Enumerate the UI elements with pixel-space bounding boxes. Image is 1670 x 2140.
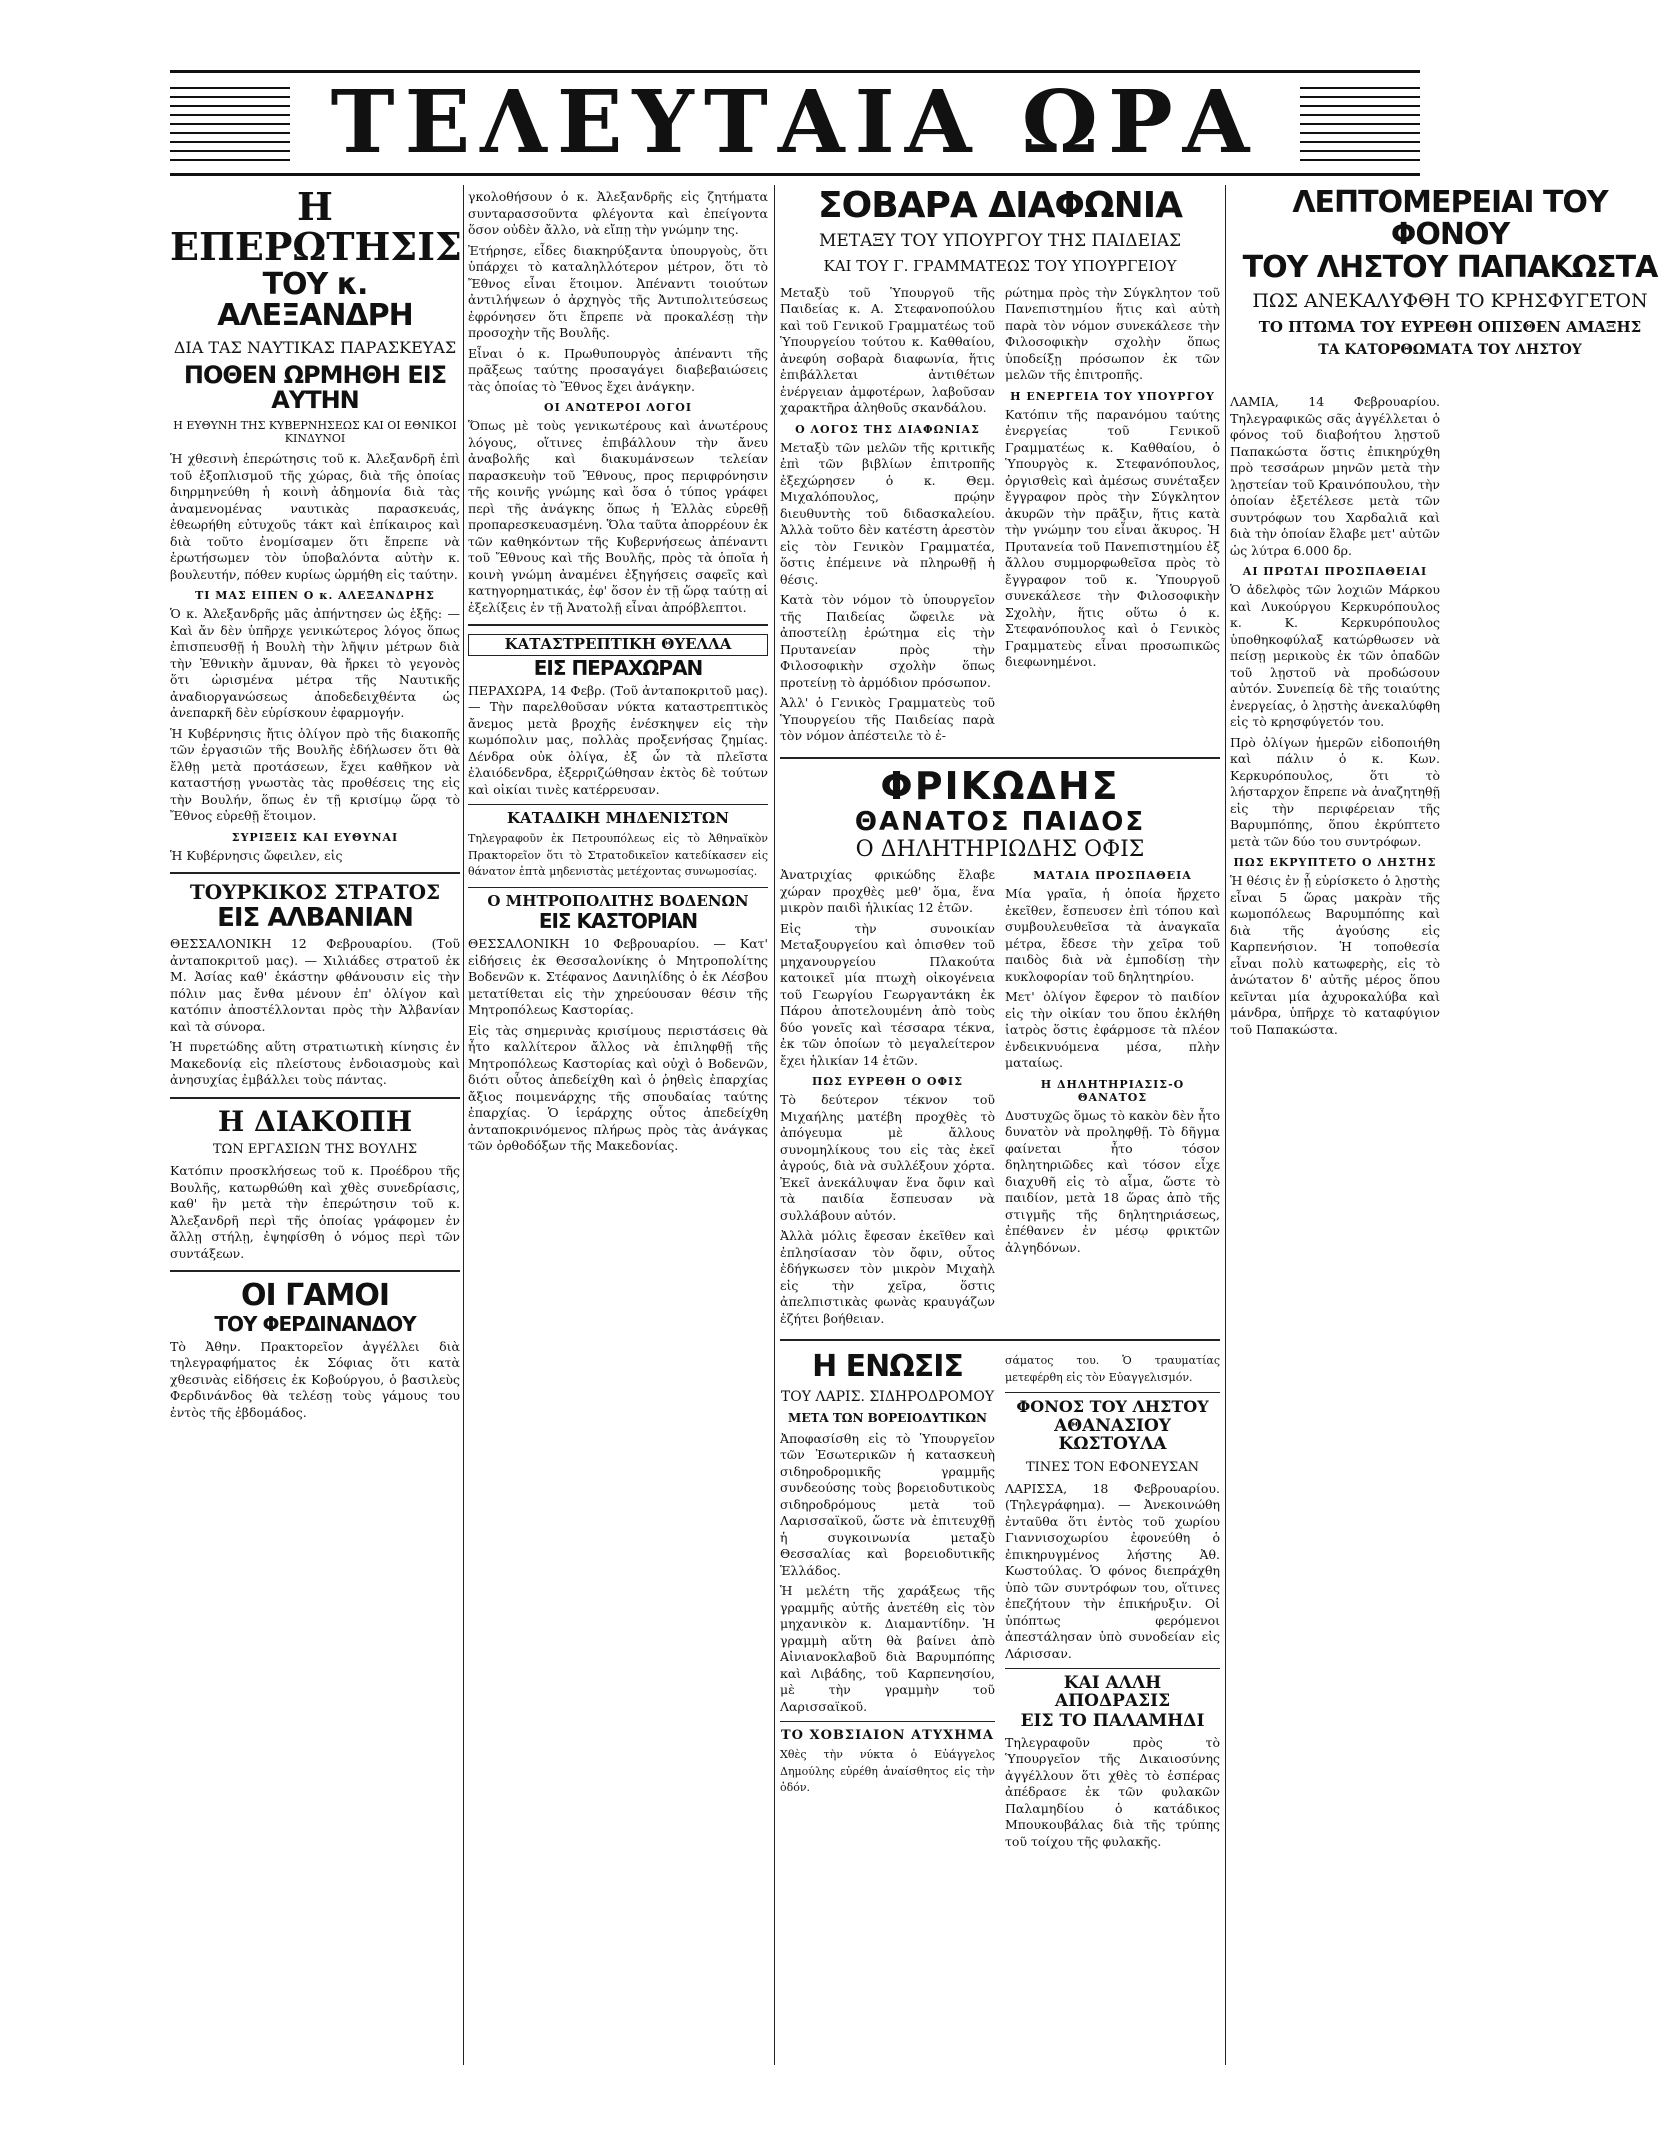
masthead-ornament-left [170,81,290,161]
headline-interpellation: Η ΕΠΕΡΩΤΗΣΙΣ [170,184,462,269]
article-text: Ἐτήρησε, εἶδες διακηρύξαντα ὑπουργοὺς, ὅτι ὑπάρχει τὸ καταληλλότερον μέτρον, ὅτι τὸ Ἔθνος εἶναι ἕτοιμον. Ἀπέναντι τοιούτων ἀντιλήψεων ὁ ἀρχηγὸς τῆς Ἀντιπολιτεύσεως ἐφρόνησεν ὅτι ἔπρεπε νὰ προκαλέσῃ τὴν προσοχὴν τῆς Βουλῆς. [468,242,768,340]
newspaper-page [150,60,1658,2080]
headline-accident: ΤΟ ΧΟΒΣΙΑΙΟΝ ΑΤΥΧΗΜΑ [781,1728,994,1744]
headline-storm: ΚΑΤΑΣΤΡΕΠΤΙΚΗ ΘΥΕΛΛΑ [468,634,768,656]
column-rule [1225,185,1226,2065]
headline-papakostas: ΤΟΥ ΛΗΣΤΟΥ ΠΑΠΑΚΩΣΤΑ [1242,250,1658,285]
article-text: Ὁ ἀδελφὸς τῶν λοχιῶν Μάρκου καὶ Λυκούργου Κερκυρόπουλος κ. Κ. Κερκυρόπουλος ὑποθηκοφύλαξ κατώρθωσεν νὰ πείσῃ μερικοὺς ἐκ τῶν ὁπαδῶν τοῦ λῃστοῦ νὰ προδώσουν αὐτόν. Συνεπείᾳ δὲ τῆς τοιαύτης ἐνεργείας, ὁ λῃστὴς ἀνεκαλύφθη εἰς τὸ κρησφύγετόν του. [1230,582,1440,729]
article-text: Μία γραῖα, ἡ ὁποία ἤρχετο ἐκεῖθεν, ἔσπευσεν ἐπὶ τόπου καὶ συμβουλευθεῖσα τὰ ἀναγκαῖα μέτρα, ἔδεσε τὴν χεῖρα τοῦ παιδὸς διὰ νὰ ἐμποδίσῃ τὴν κυκλοφορίαν τοῦ δηλητηρίου. [1005,886,1220,984]
article-text: Κατόπιν τῆς παρανόμου ταύτης ἐνεργείας τοῦ Γενικοῦ Γραμματέως κ. Καθθαίου, ὁ Ὑπουργὸς κ. Στεφανόπουλος, ὀργισθεὶς καὶ ἀμέσως συνέταξεν ἔγγραφον πρὸς τὴν Σύγκλητον ἀκυρῶν τὴν πρᾶξιν, ἥτις κατὰ τὴν γνώμην του εἶναι ἄκυρος. Ἡ Πρυτανεία τοῦ Πανεπιστημίου ἐξ ἄλλου συμμορφωθεῖσα πρὸς τὸ ἔγγραφον τοῦ κ. Ὑπουργοῦ συνεκάλεσε τὴν Φιλοσοφικὴν Σχολὴν, ἥτις οὕτω ὁ κ. Στεφανόπουλος καὶ ὁ Γενικὸς Γραμματεὺς εἶναι προσωπικῶς διεφωνημένοι. [1005,406,1220,670]
column-rule [463,185,464,2065]
article-text: Ἡ Κυβέρνησις ἤτις ὀλίγον πρὸ τῆς διακοπῆς τῶν ἐργασιῶν τῆς Βουλῆς ἐδήλωσεν ὅτι θὰ ἔλθῃ μετὰ προτάσεων, ἔχει καθῆκον νὰ καταστήσῃ γνωστὰς τὰς προθέσεις της εἰς τὴν Βουλήν, ὅπως ἐν τῇ κρισίμῳ ὥρᾳ τὸ Ἔθνος εὑρεθῇ ἕτοιμον. [170,725,460,824]
article-divider [468,804,768,805]
article-text: Ἡ πυρετώδης αὕτη στρατιωτικὴ κίνησις ἐν Μακεδονίᾳ εἰς πλείστους ἐνδοιασμοὺς καὶ ἀνησυχίας ἐμβάλλει τοὺς πάντας. [170,1039,460,1088]
masthead-ornament-right [1300,81,1420,161]
subhead-secretary: ΚΑΙ ΤΟΥ Γ. ΓΡΑΜΜΑΤΕΩΣ ΤΟΥ ΥΠΟΥΡΓΕΙΟΥ [823,256,1177,275]
headline-ferdinand: ΤΟΥ ΦΕΡΔΙΝΑΝΔΟΥ [214,1311,416,1336]
subhead-who-killed: ΤΙΝΕΣ ΤΟΝ ΕΦΟΝΕΥΣΑΝ [1025,1459,1200,1475]
headline-turkish-army: ΤΟΥΡΚΙΚΟΣ ΣΤΡΑΤΟΣ [189,880,441,905]
article-text: ΛΑΜΙΑ, 14 Φεβρουαρίου. Τηλεγραφικῶς σᾶς ἀγγέλλεται ὁ φόνος τοῦ διαβοήτου λῃστοῦ Παπακώστα ὅστις ἐπικηρύχθη πρὸ τεσσάρων μηνῶν μετὰ τὴν λῃστείαν τοῦ Κραινόπουλου, τὴν ὁποίαν ἐξετέλεσε μετὰ τῶν συντρόφων του Χαρδαλιᾶ καὶ διὰ τὴν ὁποίαν ἔλαβε μετ' αὐτῶν ὡς λύτρα 6.000 δρ. [1230,394,1440,558]
headline-perachora: ΕΙΣ ΠΕΡΑΧΩΡΑΝ [533,655,703,680]
article-text: Ἀλλ' ὁ Γενικὸς Γραμματεὺς τοῦ Ὑπουργείου τῆς Παιδείας παρὰ τὸν νόμον ἀπέστειλε τὸ ἐ- [780,695,995,744]
subhead-snake: Ο ΔΗΛΗΤΗΡΙΩΔΗΣ ΟΦΙΣ [855,836,1145,862]
article-divider [170,872,460,874]
article-text: Ὅπως μὲ τοὺς γενικωτέρους καὶ ἀνωτέρους λόγους, οἵτινες ἐπιβάλλουν τὴν ἄνευ ἀναβολῆς καὶ διακυμάνσεων τελείαν παρασκευὴν τοῦ Ἔθνους, προς περιφρόνησιν τῆς κοινῆς γνώμης καὶ ὅσα ὁ τύπος γράφει περὶ τῆς ἀνάγκης ὅπως ἡ Ἑλλὰς εὑρεθῇ προπαρεσκευασμένη. Ὅλα ταῦτα ἀπορρέουν ἐκ τῶν καθηκόντων τῆς Κυβερνήσεως ἀπέναντι τοῦ Ἔθνους καὶ τῆς Βουλῆς, πρὸς τὰ ὁποῖα ἡ κοινὴ γνώμη ἀναμένει ἐξηγήσεις σαφεῖς καὶ κατηγορηματικάς, ἐφ' ὅσον ἐν τῇ ὥρᾳ ταύτῃ αἱ ἐξελίξεις ἐν τῇ Ἀνατολῇ εἶναι ἀπρόβλεπτοι. [468,418,768,615]
subhead-whence: ΠΟΘΕΝ ΩΡΜΗΘΗ ΕΙΣ ΑΥΤΗΝ [183,360,447,414]
article-text: Ἡ θέσις ἐν ᾗ εὑρίσκετο ὁ λῃστὴς εἶναι 5 ὥρας μακρὰν τῆς κωμοπόλεως Βαρυμπόπης καὶ διὰ τῆς ἀγούσης εἰς Καρπενήσιον. Ἡ τοποθεσία εἶναι πολὺ κατωφερὴς, εἰς τὸ ἀνώτατον δ' αὐτῆς μέρος ὅπου κεῖνται μία ἀχυροκαλύβα καὶ μάνδρα, ὑπῆρχε τὸ καταφύγιον τοῦ Παπακώστα. [1230,873,1440,1037]
masthead [170,70,1420,176]
subhead-responsibility: Η ΕΥΘΥΝΗ ΤΗΣ ΚΥΒΕΡΝΗΣΕΩΣ ΚΑΙ ΟΙ ΕΘΝΙΚΟΙ ΚΙΝΔΥΝΟΙ [173,419,457,446]
article-text: ΠΕΡΑΧΩΡΑ, 14 Φεβρ. (Τοῦ ἀνταποκριτοῦ μας). — Τὴν παρελθοῦσαν νύκτα καταστρεπτικὸς ἄνεμος μετὰ βροχῆς ἐνέσκηψεν εἰς τὴν κωμόπολιν μας, πολλὰς προξενήσας ζημίας. Δένδρα οὐκ ὀλίγα, ἐξ ὧν τὰ πλεῖστα ἐλαιόδενδρα, ἐξερριζώθησαν ἐκτὸς δὲ τούτων καὶ οἰκίαι τινὲς κατέρρευσαν. [468,682,768,797]
section-heading: ΤΙ ΜΑΣ ΕΙΠΕΝ Ο κ. ΑΛΕΞΑΝΔΡΗΣ [195,589,435,603]
column-4-left [1230,390,1440,1042]
article-text: Ἡ χθεσινὴ ἐπερώτησις τοῦ κ. Ἀλεξανδρῆ ἐπὶ τοῦ ἐξοπλισμοῦ τῆς χώρας, διὰ τῆς ὁποίας διηρμηνεύθη ἡ κοινὴ ἀδημονία διὰ τὰς ἀναμενομένας ναυτικὰς παρασκευάς, ἐθεωρήθη εὐτυχοῦς τάκτ καὶ ἐπίκαιρος καὶ διὰ τοῦτο ἐνομίσαμεν ὅτι ἔπρεπε νὰ ἐρωτήσωμεν τὸν ὑποβαλόντα αὐτὴν κ. βουλευτήν, πόθεν κυρίως ὡρμήθη εἰς ταύτην. [170,451,460,582]
article-text: Ἡ μελέτη τῆς χαράξεως τῆς γραμμῆς αὐτῆς ἀνετέθη εἰς τὸν μηχανικὸν κ. Διαμαντίδην. Ἡ γραμμὴ αὕτη θὰ βαίνει ἀπὸ Αἰνιανοκλαβοῦ διὰ Βαρυμπόπης καὶ Λιβάδης, τοῦ Καρπενησίου, μὲ τὴν γραμμὴν τοῦ Λαρισσαϊκοῦ. [780,1583,995,1714]
article-text: Κατόπιν προσκλήσεως τοῦ κ. Προέδρου τῆς Βουλῆς, κατωρθώθη καὶ χθὲς συνεδρίασις, καθ' ἣν μετὰ τὴν ἐπερώτησιν τοῦ κ. Ἀλεξανδρῆ περὶ τῆς ὁποίας γράφομεν ἐν ἄλλῃ στήλῃ, ἐψηφίσθη ὁ νόμος περὶ τῶν συντάξεων. [170,1163,460,1261]
article-text: Ἀποφασίσθη εἰς τὸ Ὑπουργεῖον τῶν Ἐσωτερικῶν ἡ κατασκευὴ σιδηροδρομικῆς γραμμῆς συνδεούσης τοὺς βορειοδυτικοὺς σιδηροδρόμους μετὰ τοῦ Λαρισσαϊκοῦ, ὥστε νὰ ἐπιτευχθῇ ἡ συγκοινωνία μεταξὺ Θεσσαλίας καὶ βορειοδυτικῆς Ἑλλάδος. [780,1430,995,1578]
subhead-hideout: ΠΩΣ ΑΝΕΚΑΛΥΦΘΗ ΤΟ ΚΡΗΣΦΥΓΕΤΟΝ [1252,289,1648,312]
article-divider [1005,1668,1220,1669]
article-text: γκολοθήσουν ὁ κ. Ἀλεξανδρῆς εἰς ζητήματα συνταρασσοῦντα φλέγοντα καὶ ἐπείγοντα ὅσον οὐδὲν ἄλλο, νὰ εἴπῃ τὴν γνώμην της. [468,189,768,237]
section-heading: Η ΕΝΕΡΓΕΙΑ ΤΟΥ ΥΠΟΥΡΓΟΥ [1010,389,1215,403]
headline-palamidi: ΕΙΣ ΤΟ ΠΑΛΑΜΗΔΙ [1020,1710,1205,1731]
article-text: Ὁ κ. Ἀλεξανδρῆς μᾶς ἀπήντησεν ὡς ἑξῆς: — Καὶ ἄν δὲν ὑπῆρχε γενικώτερος λόγος ὅπως ἐπισπευσθῇ ἡ Βουλὴ τὴν λῆψιν μέτρων διὰ τὴν Ἐθνικὴν ἄμυναν, θὰ ἤρκει τὸ γεγονὸς ὅτι ὡρισμένα μέτρα τῆς Ναυτικῆς ἀναδιοργανώσεως ἀποδεδειχθέντα ὡς ἀνεπαρκῆ δὲν εὑρίσκουν ἐφαρμογήν. [170,606,460,721]
headline-bandit-murder: ΦΟΝΟΣ ΤΟΥ ΛΗΣΤΟΥ [1016,1397,1209,1417]
article-text: Τὸ Ἀθην. Πρακτορεῖον ἀγγέλλει διὰ τηλεγραφήματος ἐκ Σόφιας ὅτι κατὰ χθεσινὰς εἰδήσεις ἐκ Κοβούργου, ὁ βασιλεὺς Φερδινάνδος θὰ τελέσῃ τοὺς γάμους του ἐντὸς τῆς ἐβδομάδος. [170,1338,460,1420]
headline-wedding: ΟΙ ΓΑΜΟΙ [241,1278,389,1314]
article-text: ΘΕΣΣΑΛΟΝΙΚΗ 10 Φεβρουαρίου. — Κατ' εἰδήσεις ἐκ Θεσσαλονίκης ὁ Μητροπολίτης Βοδενῶν κ. Στέφανος Δανιηλίδης ὁ ἐκ Λέσβου μετατίθεται εἰς τὴν χηρεύουσαν θέσιν τῆς Μητροπόλεως Καστορίας. [468,936,768,1018]
article-divider [780,1721,995,1722]
section-heading: ΑΙ ΠΡΩΤΑΙ ΠΡΟΣΠΑΘΕΙΑΙ [1242,565,1428,578]
article-text: Δυστυχῶς ὅμως τὸ κακὸν δὲν ἦτο δυνατὸν νὰ προληφθῇ. Τὸ δῆγμα φαίνεται ἦτο τόσον δηλητηριῶδες καὶ τόσον εἶχε διαχυθῆ εἰς τὸ αἷμα, ὥστε τὸ παιδίον, μετὰ 18 ὥρας ἀπὸ τῆς στιγμῆς τῆς δηλητηριάσεως, ἐπέθανεν ἐν μέσῳ φρικτῶν ἀλγηδόνων. [1005,1107,1220,1255]
article-text: Τὸ δεύτερον τέκνον τοῦ Μιχαήλης ματέβη προχθὲς τὸ ἀπόγευμα μὲ ἄλλους συνομηλίκους του εἰς τὰς ἐκεῖ ἀγρούς, διὰ νὰ συλλέξουν χόρτα. Ἐκεῖ ἀνεκάλυψαν ἕνα ὄφιν καὶ τὰ παιδία ἔσπευσαν νὰ συλλάβουν αὐτόν. [780,1092,995,1223]
section-heading: ΣΥΡΙΞΕΙΣ ΚΑΙ ΕΥΘΥΝΑΙ [231,830,399,844]
column-2 [468,185,768,1159]
section-heading: ΟΙ ΑΝΩΤΕΡΟΙ ΛΟΓΟΙ [544,401,692,414]
headline-child-death: ΘΑΝΑΤΟΣ ΠΑΙΔΟΣ [854,806,1146,837]
article-text: Ἡ Κυβέρνησις ὤφειλεν, εἰς [170,847,343,863]
subhead-parliament: ΤΩΝ ΕΡΓΑΣΙΩΝ ΤΗΣ ΒΟΥΛΗΣ [212,1142,418,1158]
article-divider [780,757,1220,759]
article-text: Τηλεγραφοῦν πρὸς τὸ Ὑπουργεῖον τῆς Δικαιοσύνης ἀγγέλλουν ὅτι χθὲς τὸ ἑσπέρας ἀπέδρασε ἐκ τῶν φυλακῶν Παλαμηδίου ὁ κατάδικος Μπουκουβάλας διὰ τῆς τρύπης τοῦ τοίχου τῆς φυλακῆς. [1005,1734,1220,1849]
column-3 [780,185,1220,1854]
article-text: Μετ' ὀλίγον ἔφερον τὸ παιδίον εἰς τὴν οἰκίαν του ὅπου ἐκλήθη ἰατρὸς ὅστις ἐφάρμοσε τὰ πλέον ἐνδεικνυόμενα μέσα, πλὴν ματαίως. [1005,989,1220,1071]
article-text: ρώτημα πρὸς τὴν Σύγκλητον τοῦ Πανεπιστημίου ἥτις καὶ αὐτὴ παρὰ τὸν νόμον συνεκάλεσε τὴν Φιλοσοφικὴν σχολὴν ὅπως ὑποδείξῃ πρόσωπον ἐκ τῶν μελῶν τῆς ἐπιτροπῆς. [1005,284,1220,383]
article-text: σάματος του. Ὁ τραυματίας μετεφέρθη εἰς τὸν Εὐαγγελισμόν. [1005,1354,1220,1384]
article-divider [170,1270,460,1272]
column-1 [170,185,460,1425]
article-text: Ἀλλὰ μόλις ἔφεσαν ἐκεῖθεν καὶ ἐπλησίασαν τὸν ὄφιν, οὗτος ἐδήγκωσεν τὸν μικρὸν Μιχαὴλ εἰς τὴν χεῖρα, ὅστις ἀπελπιστικὰς φωνὰς κραυγάζων ἐζήτει βοήθειαν. [780,1228,995,1326]
article-divider [780,1339,1220,1341]
column-4 [1230,185,1658,364]
column-rule [774,185,775,2065]
article-text: Κατὰ τὸν νόμον τὸ ὑπουργεῖον τῆς Παιδείας ὤφειλε νὰ ἀποστείλῃ ἐρώτημα εἰς τὴν Πρυτανείαν πρὸς τὴν Φιλοσοφικὴν σχολὴν ὅπως προτείνῃ τὸ ἀρμόδιον πρόσωπον. [780,592,995,690]
article-text: Χθὲς τὴν νύκτα ὁ Εὐάγγελος Δημούλης εὑρέθη ἀναίσθητος εἰς τὴν ὁδόν. [780,1748,995,1795]
headline-metropolitan: Ο ΜΗΤΡΟΠΟΛΙΤΗΣ ΒΟΔΕΝΩΝ [487,891,749,910]
subhead-railway: ΤΟΥ ΛΑΡΙΣ. ΣΙΔΗΡΟΔΡΟΜΟΥ [780,1388,995,1405]
subhead-body-found: ΤΟ ΠΤΩΜΑ ΤΟΥ ΕΥΡΕΘΗ ΟΠΙΣΘΕΝ ΑΜΑΞΗΣ [1258,317,1642,336]
article-text: Μεταξὺ τῶν μελῶν τῆς κριτικῆς ἐπὶ τῶν βιβλίων ἐπιτροπῆς ἐξεχώρησεν ὁ κ. Θεμ. Μιχαλόπουλος, πρῴην διευθυντὴς τοῦ διδασκαλείου. Ἀλλὰ τοῦτο δὲν κατέστη ἀρεστὸν εἰς τὸν Γενικὸν Γραμματέα, ὅστις ἐπέμεινε νὰ πληρωθῇ ἡ θέσις. [780,439,995,587]
article-divider [468,887,768,888]
article-text: Εἰς τὴν συνοικίαν Μεταξουργείου καὶ ὁπισθεν τοῦ μηχανουργείου Πλακούτα κατοικεῖ μία πτωχὴ οἰκογένεια τοῦ Γεωργίου Γεωργαντάκη ἐκ Πάρου ἀποτελουμένη ἀπὸ τοὺς δύο γονεῖς καὶ τέσσαρα τέκνα, ἐκ τῶν ὁποίων τὸ μεγαλείτερον ἔχει ἡλικίαν 14 ἐτῶν. [780,920,995,1068]
headline-recess: Η ΔΙΑΚΟΠΗ [217,1104,413,1138]
article-divider [170,1097,460,1099]
headline-escape: ΚΑΙ ΑΛΛΗ ΑΠΟΔΡΑΣΙΣ [1054,1673,1171,1711]
section-heading: ΜΑΤΑΙΑ ΠΡΟΣΠΑΘΕΙΑ [1033,869,1192,883]
subhead-northwest: ΜΕΤΑ ΤΩΝ ΒΟΡΕΙΟΔΥΤΙΚΩΝ [788,1410,987,1425]
article-divider [468,624,768,626]
headline-kastoria: ΕΙΣ ΚΑΣΤΟΡΙΑΝ [538,909,698,934]
article-text: Τηλεγραφοῦν ἐκ Πετρουπόλεως εἰς τὸ Ἀθηναϊκὸν Πρακτορεῖον ὅτι τὸ Στρατοδικεῖον κατεδίκασεν εἰς θάνατον ἑπτὰ μηδενιστὰς μετέχοντας συνωμοσίας. [468,832,768,878]
article-text: Μεταξὺ τοῦ Ὑπουργοῦ τῆς Παιδείας κ. Α. Στεφανοπούλου καὶ τοῦ Γενικοῦ Γραμματέως τοῦ Ὑπουργείου τούτου κ. Καθθαίου, ἀνεφύη σοβαρὰ διαφωνία, ἥτις ἐπιβάλλεται ἀντιθέτων ἐνέργειαν ἀμφοτέρων, λαβοῦσαν χαρακτῆρα ἀληθοῦς σκανδάλου. [780,284,995,416]
section-heading: ΠΩΣ ΕΚΡΥΠΤΕΤΟ Ο ΛΗΣΤΗΣ [1233,856,1437,869]
headline-alexandris: ΤΟΥ κ. ΑΛΕΞΑΝΔΡΗ [217,266,413,334]
headline-union: Η ΕΝΩΣΙΣ [812,1349,963,1385]
article-text: Ἀνατριχίας φρικώδης ἔλαβε χώραν προχθὲς μεθ' ὅμα, ἕνα μικρὸν παιδὶ ἡλικίας 12 ἐτῶν. [780,867,995,916]
section-heading: ΠΩΣ ΕΥΡΕΘΗ Ο ΟΦΙΣ [812,1075,963,1089]
headline-details: ΛΕΠΤΟΜΕΡΕΙΑΙ ΤΟΥ ΦΟΝΟΥ [1292,185,1608,252]
masthead-title: ΤΕΛΕΥΤΑΙΑ ΩΡΑ [330,72,1260,173]
headline-albania: ΕΙΣ ΑΛΒΑΝΙΑΝ [217,903,413,934]
subhead-deeds: ΤΑ ΚΑΤΟΡΘΩΜΑΤΑ ΤΟΥ ΛΗΣΤΟΥ [1318,341,1582,358]
article-text: Εἶναι ὁ κ. Πρωθυπουργὸς ἀπέναντι τῆς πρᾶξεως ταύτης προσαγάγει διαβεβαιώσεις τὰς ὁποίας τὸ Ἔθνος ἔχει ἀνάγκην. [468,345,768,394]
headline-koustoulas: ΑΘΑΝΑΣΙΟΥ ΚΩΣΤΟΥΛΑ [1054,1415,1171,1454]
article-text: Πρὸ ὀλίγων ἡμερῶν εἰδοποιήθη καὶ πάλιν ὁ κ. Κων. Κερκυρόπουλος, ὅτι τὸ λήσταρχον ἔπρεπε νὰ ἀναζητηθῇ εἰς τὴν περιφέρειαν τῆς Βαρυμπόπης, ὅπου ἐκρύπτετο μετὰ τῶν δύο του συντρόφων. [1230,734,1440,849]
headline-horrible: ΦΡΙΚΩΔΗΣ [880,763,1120,808]
article-text: ΘΕΣΣΑΛΟΝΙΚΗ 12 Φεβρουαρίου. (Τοῦ ἀνταποκριτοῦ μας). — Χιλιάδες στρατοῦ ἐκ Μ. Ἀσίας καθ' ἑκάστην φθάνουσιν εἰς τὴν πόλιν μας ἔνθα μένουν ἐπ' ὀλίγον καὶ κατόπιν ἀποστέλλονται πρὸς τὴν Ἀλβανίαν καὶ τὰ σύνορα. [170,936,460,1034]
subhead-minister: ΜΕΤΑΞΥ ΤΟΥ ΥΠΟΥΡΓΟΥ ΤΗΣ ΠΑΙΔΕΙΑΣ [818,230,1182,251]
article-text: Εἰς τὰς σημερινὰς κρισίμους περιστάσεις θὰ ἦτο καλλίτερον ἄλλος νὰ ἐπιληφθῇ τῆς Μητροπόλεως Καστορίας καὶ οὐχὶ ὁ Βοδενῶν, διότι οὗτος ἀπεδείχθη καὶ ὁ ῥηθεὶς ἐπαρχίας ἄξιος ποιμενάρχης τῆς σπουδαίας ταύτης ἐπαρχίας. Ὁ ἱεράρχης οὗτος ἀπεδείχθη ἀνταποκρινόμενος πλήρως πρὸς τὰς ἀνάγκας τῶν ὀρθοδόξων τῆς Μακεδονίας. [468,1022,768,1154]
article-text: ΛΑΡΙΣΣΑ, 18 Φεβρουαρίου. (Τηλεγράφημα). — Ἀνεκοινώθη ἐνταῦθα ὅτι ἐντὸς τοῦ χωρίου Γιαννισοχωρίου ἐφονεύθη ὁ ἐπικηρυγμένος λήστης Ἀθ. Κωστούλας. Ὁ φόνος διεπράχθη ὑπὸ τῶν συντρόφων του, οἵτινες ἐπεζήτουν τὴν ἐπικήρυξιν. Οἱ ὑπόπτως φερόμενοι ἀπεστάλησαν ὑπὸ συνοδείαν εἰς Λάρισσαν. [1005,1480,1220,1661]
headline-nihilists: ΚΑΤΑΔΙΚΗ ΜΗΔΕΝΙΣΤΩΝ [507,809,729,828]
subhead-naval: ΔΙΑ ΤΑΣ ΝΑΥΤΙΚΑΣ ΠΑΡΑΣΚΕΥΑΣ [173,337,457,357]
article-divider [1005,1392,1220,1393]
headline-disagreement: ΣΟΒΑΡΑ ΔΙΑΦΩΝΙΑ [818,185,1182,226]
section-heading: Ο ΛΟΓΟΣ ΤΗΣ ΔΙΑΦΩΝΙΑΣ [795,422,980,436]
section-heading: Η ΔΗΛΗΤΗΡΙΑΣΙΣ-Ο ΘΑΝΑΤΟΣ [1040,1077,1185,1104]
